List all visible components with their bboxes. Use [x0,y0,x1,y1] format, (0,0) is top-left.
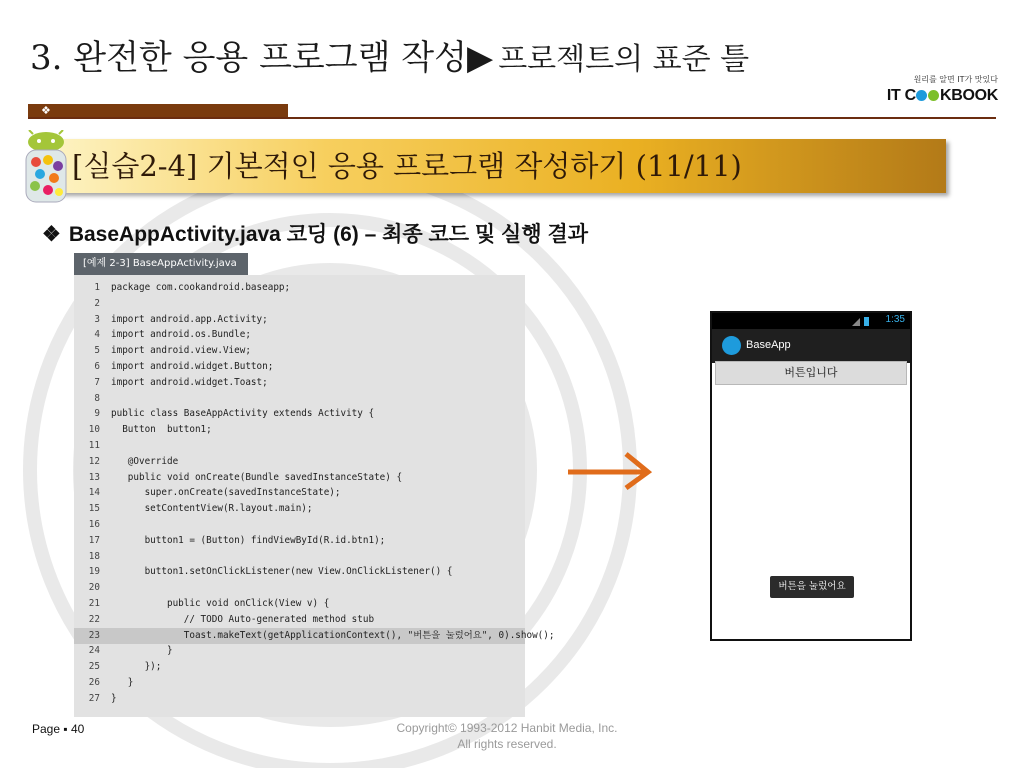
code-line [74,454,525,470]
code-caption: [예제 2-3] BaseAppActivity.java [74,253,248,275]
code-line-number: 3 [94,313,100,325]
code-line-number: 10 [88,424,100,436]
code-line-text: }); [111,661,162,673]
header-bar [28,104,288,118]
code-line-text: package com.cookandroid.baseapp; [111,282,291,293]
code-line-number: 8 [94,392,100,404]
brand-logo-left: IT C [886,87,916,104]
slide-title [30,30,749,80]
code-line [74,438,525,454]
code-line-text: public class BaseAppActivity extends Activity { [111,408,375,420]
code-line-text: import android.os.Bundle; [111,329,251,341]
code-line [74,533,525,549]
code-line [74,643,525,659]
copyright [330,720,684,752]
code-line-text: } [111,645,173,657]
slide-title-sub: 프로젝트의 표준 틀 [498,42,750,77]
code-line-number: 12 [88,455,100,467]
code-line-number: 25 [88,661,100,673]
code-line [74,391,525,407]
brand-logo [887,74,998,105]
header-rule [28,117,996,119]
code-line-number: 16 [88,519,100,530]
phone-screenshot [710,311,912,641]
code-line-number: 23 [88,629,100,641]
code-line [74,327,525,343]
code-line-number: 22 [88,613,100,625]
code-line-number: 1 [94,282,100,293]
app-title: BaseApp [746,339,791,351]
status-bar [712,313,910,329]
code-line [74,691,525,707]
code-line [74,675,525,691]
code-line [74,549,525,565]
signal-battery-icon [852,316,872,326]
code-line-number: 24 [88,645,100,657]
slide-title-main: 3. 완전한 응용 프로그램 작성▶ [30,38,494,78]
code-line-text: button1 = (Button) findViewById(R.id.btn1); [111,534,386,546]
code-line-number: 26 [88,677,100,688]
code-line [74,659,525,675]
bullet-text: BaseAppActivity.java 코딩 (6) – 최종 코드 및 실행 결과 [68,223,589,246]
app-icon [722,336,741,355]
code-line [74,280,525,296]
code-line [74,628,555,644]
code-line [74,296,525,312]
code-line-text: } [111,692,117,704]
code-line-number: 27 [88,692,100,704]
code-line-number: 14 [88,487,100,499]
status-time: 1:35 [885,314,905,325]
code-line-text: super.onCreate(savedInstanceState); [111,487,341,499]
code-line-number: 18 [88,550,100,562]
code-line [74,422,525,438]
code-line-text: import android.widget.Toast; [111,376,268,388]
code-line [74,580,525,596]
brand-tagline: 원리를 알면 IT가 맛있다 [913,75,998,84]
logo-dot-blue [916,90,927,101]
code-line-number: 5 [94,345,100,357]
code-line-number: 15 [88,503,100,515]
code-line-number: 9 [94,408,100,420]
copyright-line-1: Copyright© 1993-2012 Hanbit Media, Inc. [396,721,618,735]
code-line-number: 6 [94,361,100,372]
code-line-text: public void onClick(View v) { [111,598,330,609]
code-line-text: button1.setOnClickListener(new View.OnClickListener() { [111,566,453,578]
code-line [74,343,525,359]
code-line-number: 2 [94,297,100,309]
code-line-text: public void onCreate(Bundle savedInstanceState) { [111,471,403,483]
code-line-number: 4 [94,329,100,341]
bullet-diamond-icon: ❖ [42,223,61,246]
code-line [74,517,525,533]
demo-button[interactable]: 버튼입니다 [715,361,907,385]
code-line [74,564,525,580]
code-line [74,612,525,628]
code-line-text: } [111,677,134,688]
code-line [74,406,525,422]
brand-wordmark [887,87,998,105]
code-line-number: 20 [88,582,100,594]
copyright-line-2: All rights reserved. [457,737,557,751]
code-line-number: 11 [88,440,100,451]
code-line-number: 21 [88,598,100,609]
code-line-text: import android.view.View; [111,345,251,357]
code-line-number: 13 [88,471,100,483]
code-line-text: import android.app.Activity; [111,313,268,325]
code-line-text: Toast.makeText(getApplicationContext(), "버튼을 눌렀어요", 0).show(); [111,629,555,641]
code-line-text: Button button1; [111,424,212,436]
bullet-heading [42,218,588,248]
code-listing [74,275,555,717]
action-bar [712,329,910,363]
logo-dot-green [928,90,939,101]
section-title: [실습2-4] 기본적인 응용 프로그램 작성하기 (11/11) [72,149,742,183]
code-line [74,501,525,517]
code-line [74,485,525,501]
code-line-text: setContentView(R.layout.main); [111,503,313,515]
code-line [74,596,525,612]
code-line [74,312,525,328]
code-line-text: @Override [111,455,179,467]
right-arrow-icon [566,450,656,490]
code-line [74,359,525,375]
page-number: Page ▪ 40 [32,722,85,736]
code-line-text: import android.widget.Button; [111,361,274,372]
code-line-number: 7 [94,376,100,388]
code-line-number: 19 [88,566,100,578]
code-line [74,375,525,391]
android-jellybean-icon [18,130,74,206]
code-line-text: // TODO Auto-generated method stub [111,613,375,625]
diamond-ornament-icon: ❖ [41,104,51,117]
code-line [74,470,525,486]
code-line-number: 17 [88,534,100,546]
toast-message: 버튼을 눌렀어요 [770,576,854,598]
brand-logo-right: KBOOK [939,87,998,104]
